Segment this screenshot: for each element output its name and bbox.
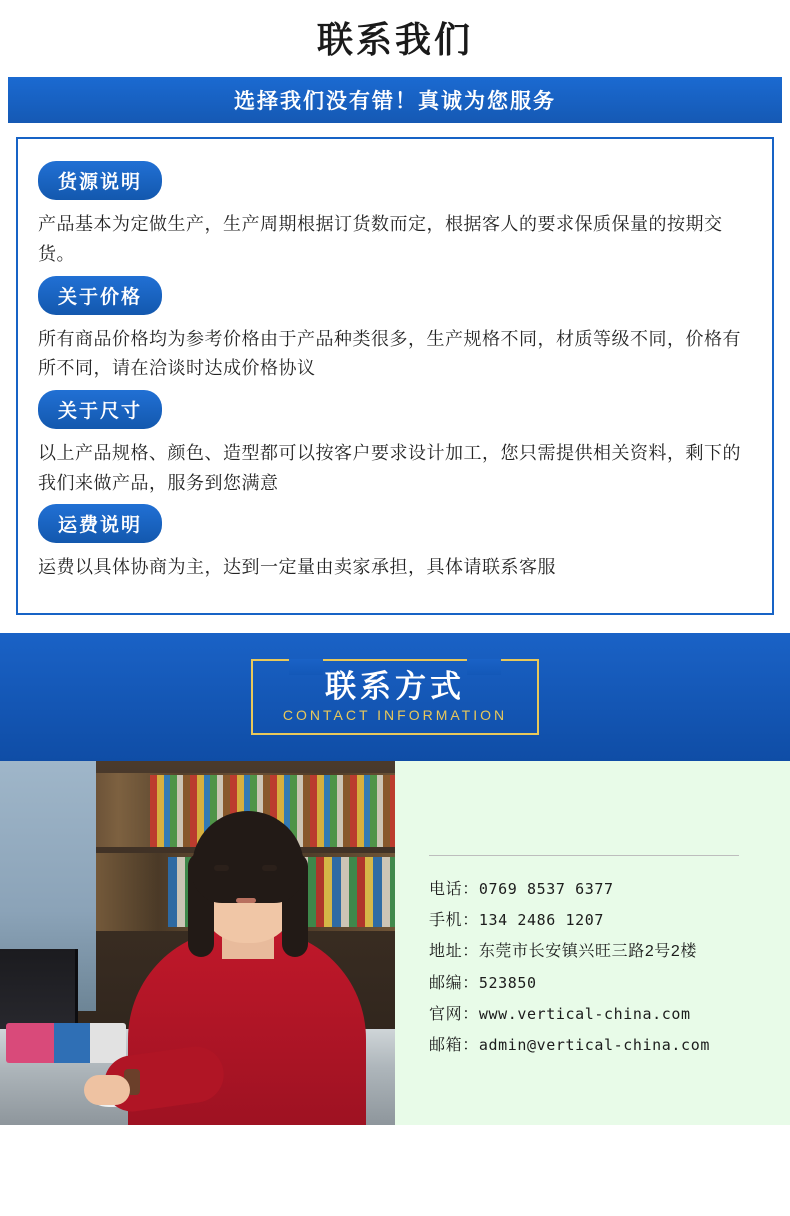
contact-details: [395, 761, 790, 1125]
contact-value-phone: 0769 8537 6377: [478, 880, 614, 898]
info-text-source: 产品基本为定做生产，生产周期根据订货数而定，根据客人的要求保质保量的按期交货。: [38, 214, 723, 264]
contact-label-phone: 电话：: [429, 881, 479, 898]
info-tag-source: 货源说明: [38, 161, 162, 200]
info-block-size: [38, 390, 752, 498]
subtitle-text: 选择我们没有错！真诚为您服务: [234, 90, 556, 114]
contact-banner: [0, 633, 790, 761]
contact-banner-frame: [251, 659, 539, 735]
contact-row-address: [429, 936, 790, 967]
photo-person-eye-left: [214, 865, 229, 871]
contact-banner-title-en: CONTACT INFORMATION: [282, 706, 508, 723]
contact-row-mobile: [429, 905, 790, 936]
info-text-price: 所有商品价格均为参考价格由于产品种类很多，生产规格不同，材质等级不同，价格有所不同，请在洽谈时达成价格协议: [38, 328, 741, 379]
contact-detail-list: [429, 874, 790, 1061]
info-block-price: [38, 276, 752, 384]
info-text-shipping: 运费以具体协商为主，达到一定量由卖家承担，具体请联系客服: [38, 557, 556, 578]
info-tag-price: 关于价格: [38, 276, 162, 315]
subtitle-banner: [8, 77, 782, 123]
contact-value-address: 东莞市长安镇兴旺三路2号2楼: [478, 943, 698, 961]
contact-row-phone: [429, 874, 790, 905]
contact-value-website[interactable]: www.vertical-china.com: [478, 1004, 691, 1023]
page-title: 联系我们: [316, 19, 473, 60]
contact-label-address: 地址：: [429, 943, 479, 961]
photo-desk-items: [6, 1023, 126, 1063]
info-tag-shipping: 运费说明: [38, 504, 162, 543]
info-block-source: [38, 161, 752, 269]
contact-row-website[interactable]: [429, 999, 790, 1030]
contact-label-mobile: 手机：: [429, 912, 479, 930]
contact-value-postcode: 523850: [478, 973, 537, 992]
info-block-shipping: [38, 504, 752, 583]
contact-row-email[interactable]: [429, 1030, 790, 1061]
contact-row-postcode: [429, 968, 790, 999]
info-tag-size: 关于尺寸: [38, 390, 162, 429]
contact-section: [0, 761, 790, 1125]
photo-person-eye-right: [262, 865, 277, 871]
divider: [429, 855, 739, 856]
contact-banner-title-cn: 联系方式: [325, 669, 465, 705]
contact-label-email: 邮箱：: [429, 1036, 479, 1054]
contact-value-email[interactable]: admin@vertical-china.com: [478, 1035, 710, 1054]
contact-label-website: 官网：: [429, 1005, 479, 1023]
office-photo: [0, 761, 395, 1125]
info-panel: [16, 137, 774, 615]
contact-label-postcode: 邮编：: [429, 974, 479, 992]
info-text-size: 以上产品规格、颜色、造型都可以按客户要求设计加工，您只需提供相关资料，剩下的我们来做产品，服务到您满意: [38, 442, 741, 493]
photo-person-hand: [84, 1075, 130, 1105]
photo-person-mouth: [236, 898, 256, 903]
contact-value-mobile: 134 2486 1207: [478, 911, 605, 930]
